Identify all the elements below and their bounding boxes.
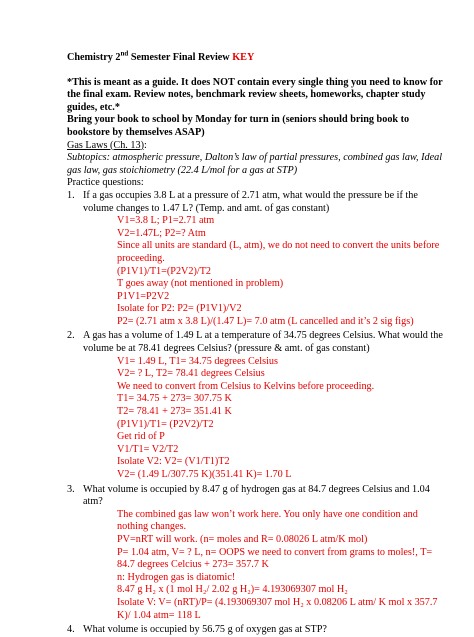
answer-line: (P1V1)/T1=(P2V2)/T2 (117, 265, 212, 277)
answer-line: P= 1.04 atm, V= ? L, n= OOPS we need to convert from grams to moles!, T= 84.7 degrees Celcius + 273= 357.7 K (117, 546, 433, 571)
section-subtopics: Subtopics: atmospheric pressure, Dalton’s law of partial pressures, combined gas law, Ideal gas law, gas stoichiometry (22.4 L/mol for a gas at STP) (67, 152, 443, 176)
section-heading-text: Gas Laws (Ch. 13) (67, 139, 144, 151)
answer-line: Get rid of P (117, 431, 165, 443)
answer-block (67, 356, 450, 482)
answer-line: The combined gas law won’t work here. You only have one condition and nothing changes. (117, 508, 418, 533)
answer-line: V1/T1= V2/T2 (117, 443, 179, 455)
question-3 (67, 484, 450, 623)
question-text: If a gas occupies 3.8 L at a pressure of 2.71 atm, what would the pressure be if the volume changes to 1.47 L? (Temp. and amt. of gas constant) (83, 189, 418, 214)
section-heading-colon: : (143, 139, 147, 151)
intro-guide: *This is meant as a guide. It does NOT contain every single thing you need to know for the final exam. Review notes, benchmark review sheets, homeworks, chapter study guides, etc.* (67, 76, 443, 113)
question-text: A gas has a volume of 1.49 L at a temperature of 34.75 degrees Celsius. What would the volume be at 78.41 degrees Celsius? (pressure & amt. of gas constant) (83, 330, 443, 355)
title-superscript: nd (120, 49, 129, 58)
section-heading (67, 140, 450, 153)
answer-line: P1V1=P2V2 (117, 290, 170, 302)
question-1 (67, 190, 450, 329)
question-number: 2. (67, 330, 75, 342)
question-text: What volume is occupied by 8.47 g of hydrogen gas at 84.7 degrees Celsius and 1.04 atm? (83, 483, 430, 508)
practice-label: Practice questions: (67, 177, 144, 189)
answer-line: P2= (2.71 atm x 3.8 L)/(1.47 L)= 7.0 atm (L cancelled and it’s 2 sig figs) (117, 315, 414, 327)
answer-line: Isolate V2: V2= (V1/T1)T2 (117, 456, 230, 468)
title-rest: Semester Final Review (128, 52, 233, 63)
answer-line: n: Hydrogen gas is diatomic! (117, 571, 236, 583)
intro-bring-book: Bring your book to school by Monday for turn in (seniors should bring book to bookstore by themselves ASAP) (67, 114, 410, 138)
answer-line: Isolate V: V= (nRT)/P= (4.193069307 mol H₂ x 0.08206 L atm/ K mol x 357.7 K)/ 1.04 atm= 118 L (117, 596, 438, 621)
question-2 (67, 330, 450, 481)
answer-line: V2= ? L, T2= 78.41 degrees Celsius (117, 368, 265, 380)
answer-line: We need to convert from Celsius to Kelvins before proceeding. (117, 380, 375, 392)
answer-line: T2= 78.41 + 273= 351.41 K (117, 406, 232, 418)
question-text: What volume is occupied by 56.75 g of oxygen gas at STP? (83, 624, 327, 636)
answer-line: V2=1.47L; P2=? Atm (117, 227, 206, 239)
answer-line: V2= (1.49 L/307.75 K)(351.41 K)= 1.70 L (117, 469, 292, 480)
page-title (67, 49, 450, 65)
question-number: 3. (67, 483, 75, 495)
answer-line: (P1V1)/T1= (P2V2)/T2 (117, 418, 214, 430)
question-number: 4. (67, 624, 75, 636)
title-main: Chemistry 2 (67, 52, 121, 63)
answer-line: 8.47 g H₂ x (1 mol H₂/ 2.02 g H₂)= 4.193069307 mol H₂ (117, 584, 348, 596)
answer-line: Since all units are standard (L, atm), we do not need to convert the units before proceeding. (117, 240, 440, 264)
answer-line: V1=3.8 L; P1=2.71 atm (117, 215, 215, 227)
question-4 (67, 624, 450, 637)
answer-line: V1= 1.49 L, T1= 34.75 degrees Celsius (117, 355, 278, 367)
title-key: KEY (232, 52, 255, 63)
answer-block (67, 509, 450, 622)
question-number: 1. (67, 189, 75, 201)
answer-line: T1= 34.75 + 273= 307.75 K (117, 393, 232, 405)
answer-line: Isolate for P2: P2= (P1V1)/V2 (117, 303, 242, 315)
answer-line: PV=nRT will work. (n= moles and R= 0.08026 L atm/K mol) (117, 533, 368, 545)
answer-block (67, 215, 450, 328)
answer-line: T goes away (not mentioned in problem) (117, 278, 284, 290)
